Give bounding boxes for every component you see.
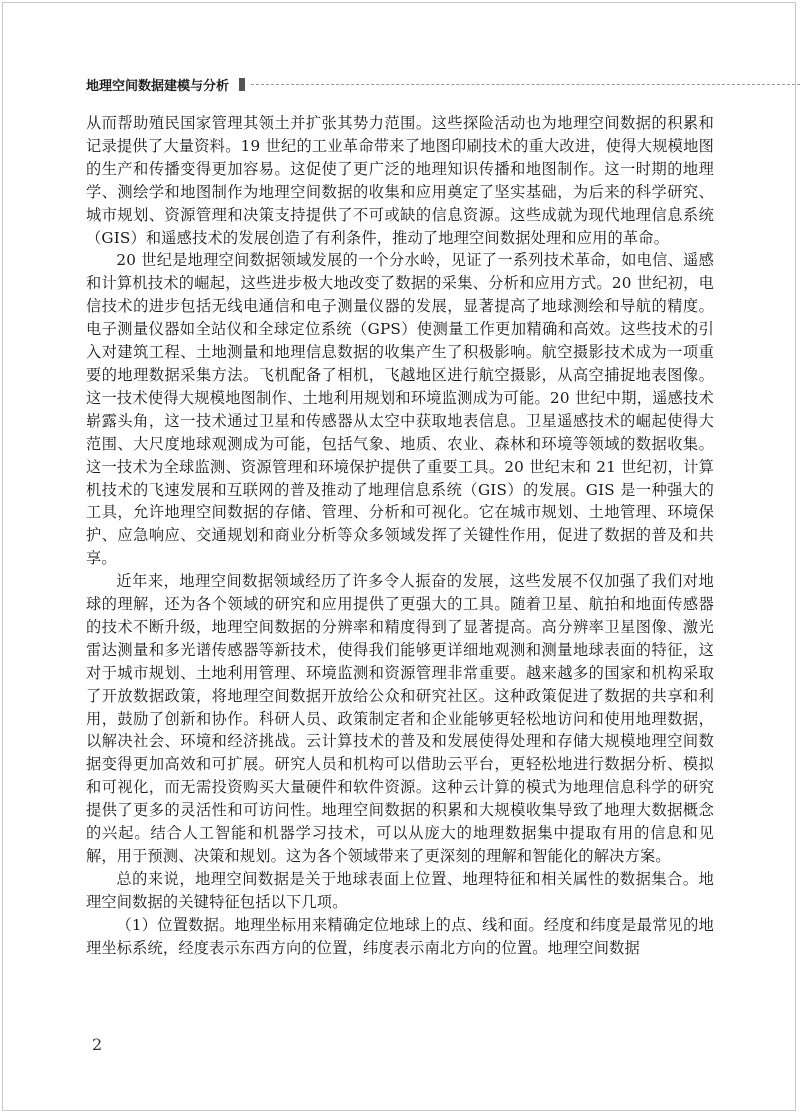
- page-number: 2: [92, 1035, 103, 1054]
- paragraph-recent-years: 近年来，地理空间数据领域经历了许多令人振奋的发展，这些发展不仅加强了我们对地球的理解，还为各个领域的研究和应用提供了更强大的工具。随着卫星、航拍和地面传感器的技术不断升级，地理空间数据的分辨率和精度得到了显著提高。高分辨率卫星图像、激光雷达测量和多光谱传感器等新技术，使得我们能够更详细地观测和测量地球表面的特征，这对于城市规划、土地利用管理、环境监测和资源管理非常重要。越来越多的国家和机构采取了开放数据政策，将地理空间数据开放给公众和研究社区。这种政策促进了数据的共享和利用，鼓励了创新和协作。科研人员、政策制定者和企业能够更轻松地访问和使用地理数据，以解决社会、环境和经济挑战。云计算技术的普及和发展使得处理和存储大规模地理空间数据变得更加高效和可扩展。研究人员和机构可以借助云平台，更轻松地进行数据分析、模拟和可视化，而无需投资购买大量硬件和软件资源。这种云计算的模式为地理信息科学的研究提供了更多的灵活性和可访问性。地理空间数据的积累和大规模收集导致了地理大数据概念的兴起。结合人工智能和机器学习技术，可以从庞大的地理数据集中提取有用的信息和见解，用于预测、决策和规划。这为各个领域带来了更深刻的理解和智能化的解决方案。: [86, 572, 714, 865]
- paragraph-location-data: （1）位置数据。地理坐标用来精确定位地球上的点、线和面。经度和纬度是最常见的地理坐标系统，经度表示东西方向的位置，纬度表示南北方向的位置。地理空间数据: [86, 915, 714, 957]
- paragraph-continued: 从而帮助殖民国家管理其领土并扩张其势力范围。这些探险活动也为地理空间数据的积累和记录提供了大量资料。19 世纪的工业革命带来了地图印刷技术的重大改进，使得大规模地图的生产和传播变得更加容易。这促使了更广泛的地理知识传播和地图制作。这一时期的地理学、测绘学和地图制作为地理空间数据的收集和应用奠定了坚实基础，为后来的科学研究、城市规划、资源管理和决策支持提供了不可或缺的信息资源。这些成就为现代地理信息系统（GIS）和遥感技术的发展创造了有利条件，推动了地理空间数据处理和应用的革命。: [86, 114, 714, 247]
- running-header: [86, 72, 800, 96]
- paragraph-20th-century: 20 世纪是地理空间数据领域发展的一个分水岭，见证了一系列技术革命，如电信、遥感和计算机技术的崛起，这些进步极大地改变了数据的采集、分析和应用方式。20 世纪初，电信技术的进步包括无线电通信和电子测量仪器的发展，显著提高了地球测绘和导航的精度。电子测量仪器如全站仪和全球定位系统（GPS）使测量工作更加精确和高效。这些技术的引入对建筑工程、土地测量和地理信息数据的收集产生了积极影响。航空摄影技术成为一项重要的地理数据采集方法。飞机配备了相机，飞越地区进行航空摄影，从高空捕捉地表图像。这一技术使得大规模地图制作、土地利用规划和环境监测成为可能。20 世纪中期，遥感技术崭露头角，这一技术通过卫星和传感器从太空中获取地表信息。卫星遥感技术的崛起使得大范围、大尺度地球观测成为可能，包括气象、地质、农业、森林和环境等领域的数据收集。这一技术为全球监测、资源管理和环境保护提供了重要工具。20 世纪末和 21 世纪初，计算机技术的飞速发展和互联网的普及推动了地理信息系统（GIS）的发展。GIS 是一种强大的工具，允许地理空间数据的存储、管理、分析和可视化。它在城市规划、土地管理、环境保护、应急响应、交通规划和商业分析等众多领域发挥了关键性作用，促进了数据的普及和共享。: [86, 251, 714, 568]
- header-title: 地理空间数据建模与分析: [86, 78, 230, 94]
- header-dashed-rule: [251, 84, 800, 85]
- paragraph-summary: 总的来说，地理空间数据是关于地球表面上位置、地理特征和相关属性的数据集合。地理空间数据的关键特征包括以下几项。: [86, 869, 714, 911]
- body-text: [86, 112, 714, 960]
- header-marker: [239, 78, 245, 91]
